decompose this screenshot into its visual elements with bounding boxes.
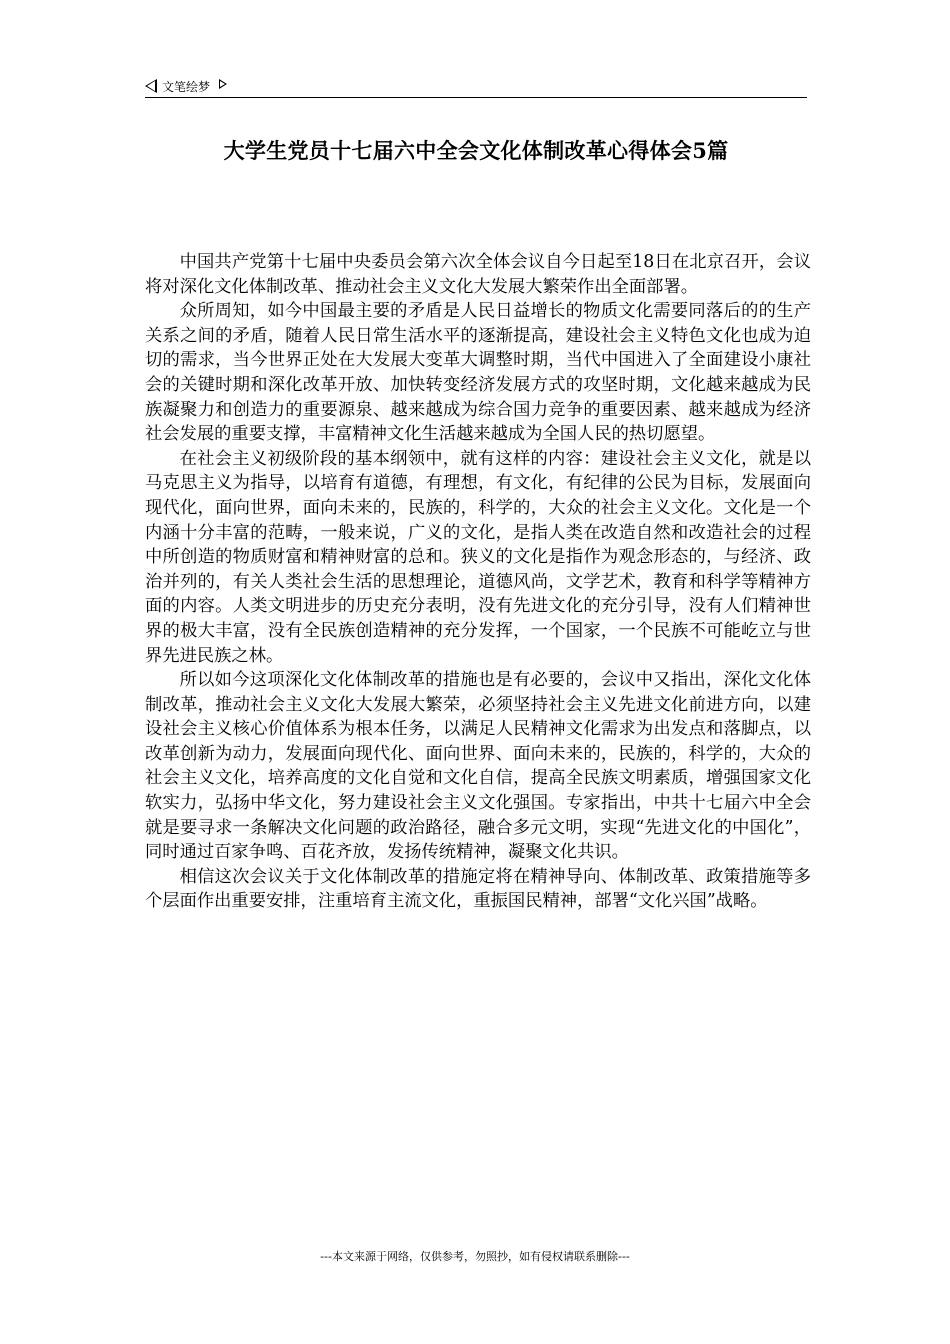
footer-notice: ---本文来源于网络，仅供参考，勿照抄，如有侵权请联系删除---	[320, 1250, 630, 1263]
paragraph: 相信这次会议关于文化体制改革的措施定将在精神导向、体制改革、政策措施等多个层面作出重要安排，注重培育主流文化，重振国民精神，部署“文化兴国”战略。	[145, 866, 811, 912]
page-header	[145, 76, 807, 96]
header-divider	[145, 97, 807, 98]
paragraph: 所以如今这项深化文化体制改革的措施也是有必要的，会议中又指出，深化文化体制改革，推动社会主义文化大发展大繁荣，必须坚持社会主义先进文化前进方向，以建设社会主义核心价值体系为根本任务，以满足人民精神文化需求为出发点和落脚点，以改革创新为动力，发展面向现代化、面向世界、面向未来的，民族的，科学的，大众的社会主义文化，培养高度的文化自觉和文化自信，提高全民族文明素质，增强国家文化软实力，弘扬中华文化，努力建设社会主义文化强国。专家指出，中共十七届六中全会就是要寻求一条解决文化问题的政治路径，融合多元文明，实现“先进文化的中国化”，同时通过百家争鸣、百花齐放，发扬传统精神，凝聚文化共识。	[145, 670, 811, 863]
document-body	[145, 250, 811, 914]
header-label: 文笔绘梦	[162, 79, 211, 94]
paragraph: 众所周知，如今中国最主要的矛盾是人民日益增长的物质文化需要同落后的的生产关系之间的矛盾，随着人民日常生活水平的逐渐提高，建设社会主义特色文化也成为迫切的需求，当今世界正处在大发展大变革大调整时期，当代中国进入了全面建设小康社会的关键时期和深化改革开放、加快转变经济发展方式的攻坚时期，文化越来越成为民族凝聚力和创造力的重要源泉、越来越成为综合国力竞争的重要因素、越来越成为经济社会发展的重要支撑，丰富精神文化生活越来越成为全国人民的热切愿望。	[145, 301, 811, 445]
document-title: 大学生党员十七届六中全会文化体制改革心得体会5篇	[223, 138, 729, 163]
triangle-left-icon	[145, 79, 157, 93]
paragraph: 中国共产党第十七届中央委员会第六次全体会议自今日起至18日在北京召开，会议将对深化文化体制改革、推动社会主义文化大发展大繁荣作出全面部署。	[145, 252, 811, 297]
triangle-right-icon	[219, 79, 227, 89]
paragraph: 在社会主义初级阶段的基本纲领中，就有这样的内容：建设社会主义文化，就是以马克思主义为指导，以培育有道德，有理想，有文化，有纪律的公民为目标，发展面向现代化，面向世界，面向未来的，民族的，科学的，大众的社会主义文化。文化是一个内涵十分丰富的范畴，一般来说，广义的文化，是指人类在改造自然和改造社会的过程中所创造的物质财富和精神财富的总和。狭义的文化是指作为观念形态的，与经济、政治并列的，有关人类社会生活的思想理论，道德风尚，文学艺术，教育和科学等精神方面的内容。人类文明进步的历史充分表明，没有先进文化的充分引导，没有人们精神世界的极大丰富，没有全民族创造精神的充分发挥，一个国家，一个民族不可能屹立与世界先进民族之林。	[145, 448, 811, 666]
